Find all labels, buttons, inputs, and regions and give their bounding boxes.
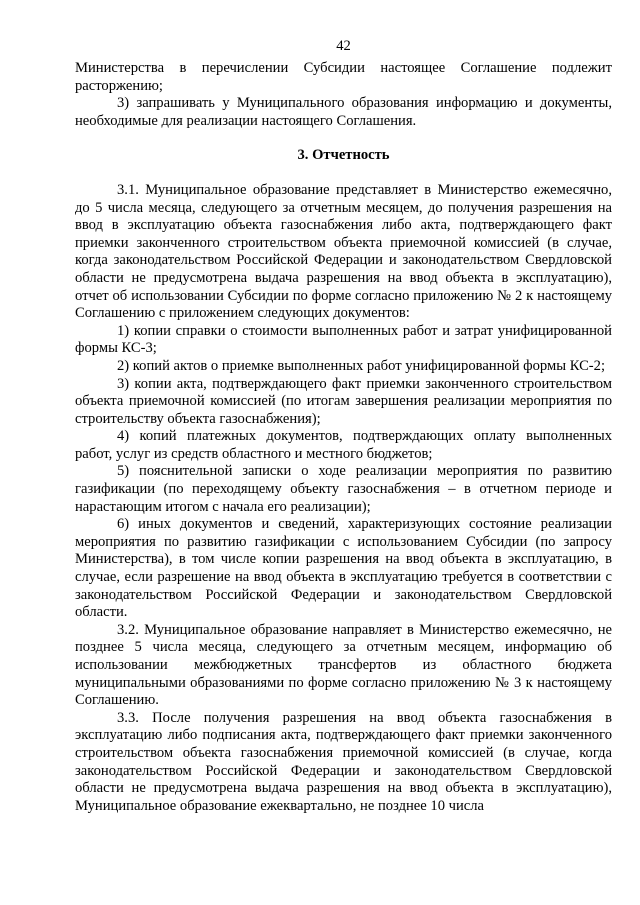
paragraph-item-3-request-info: 3) запрашивать у Муниципального образования информацию и документы, необходимые для реализации настоящего Соглашения. bbox=[75, 95, 612, 129]
list-item-3: 3) копии акта, подтверждающего факт приемки законченного строительством объекта приемочной комиссией (по итогам завершения реализации мероприятия по строительству объекта газоснабжения); bbox=[75, 375, 612, 427]
section-heading: 3. Отчетность bbox=[297, 147, 390, 164]
list-item-4: 4) копий платежных документов, подтверждающих оплату выполненных работ, услуг из средств областного и местного бюджетов; bbox=[75, 428, 612, 462]
document-page bbox=[75, 38, 612, 815]
list-item-1: 1) копии справки о стоимости выполненных работ и затрат унифицированной формы КС-3; bbox=[75, 322, 612, 357]
paragraph-3-2: 3.2. Муниципальное образование направляет в Министерство ежемесячно, не позднее 5 числа месяца, следующего за отчетным месяцем, информацию об использовании межбюджетных трансфертов из областного бюджета муниципальными образованиями по форме согласно приложению № 3 к настоящему Соглашению. bbox=[75, 621, 612, 709]
list-item-6: 6) иных документов и сведений, характеризующих состояние реализации мероприятия по развитию газификации с использованием Субсидии (по запросу Министерства), в том числе копии разрешения на ввод объекта в эксплуатацию, в случае, если разрешение на ввод объекта в эксплуатацию требуется в соответствии с законодательством Российской Федерации и законодательством Свердловской области. bbox=[75, 516, 612, 621]
paragraph-intro-continuation: Министерства в перечислении Субсидии настоящее Соглашение подлежит расторжению; bbox=[75, 60, 612, 94]
list-item-2: 2) копий актов о приемке выполненных работ унифицированной формы КС-2; bbox=[117, 357, 606, 374]
page-number: 42 bbox=[336, 38, 351, 54]
list-item-5: 5) пояснительной записки о ходе реализации мероприятия по развитию газификации (по переходящему объекту газоснабжения – в отчетном периоде и нарастающим итогом с начала его реализации); bbox=[75, 463, 612, 515]
paragraph-3-3: 3.3. После получения разрешения на ввод объекта газоснабжения в эксплуатацию либо подписания акта, подтверждающего факт приемки законченного строительством объекта газоснабжения приемочной комиссией (в случае, когда законодательством Российской Федерации и законодательством Свердловской области не предусмотрена выдача разрешения на ввод объекта в эксплуатацию), Муниципальное образование ежеквартально, не позднее 10 числа bbox=[75, 709, 612, 814]
paragraph-3-1: 3.1. Муниципальное образование представляет в Министерство ежемесячно, до 5 числа месяца, следующего за отчетным месяцем, до получения разрешения на ввод в эксплуатацию объекта газоснабжения либо акта, подтверждающего факт приемки законченного строительством объекта приемочной комиссией (в случае, когда законодательством Российской Федерации и законодательством Свердловской области не предусмотрена выдача разрешения на ввод объекта в эксплуатацию), отчет об использовании Субсидии по форме согласно приложению № 2 к настоящему Соглашению с приложением следующих документов: bbox=[75, 181, 612, 322]
